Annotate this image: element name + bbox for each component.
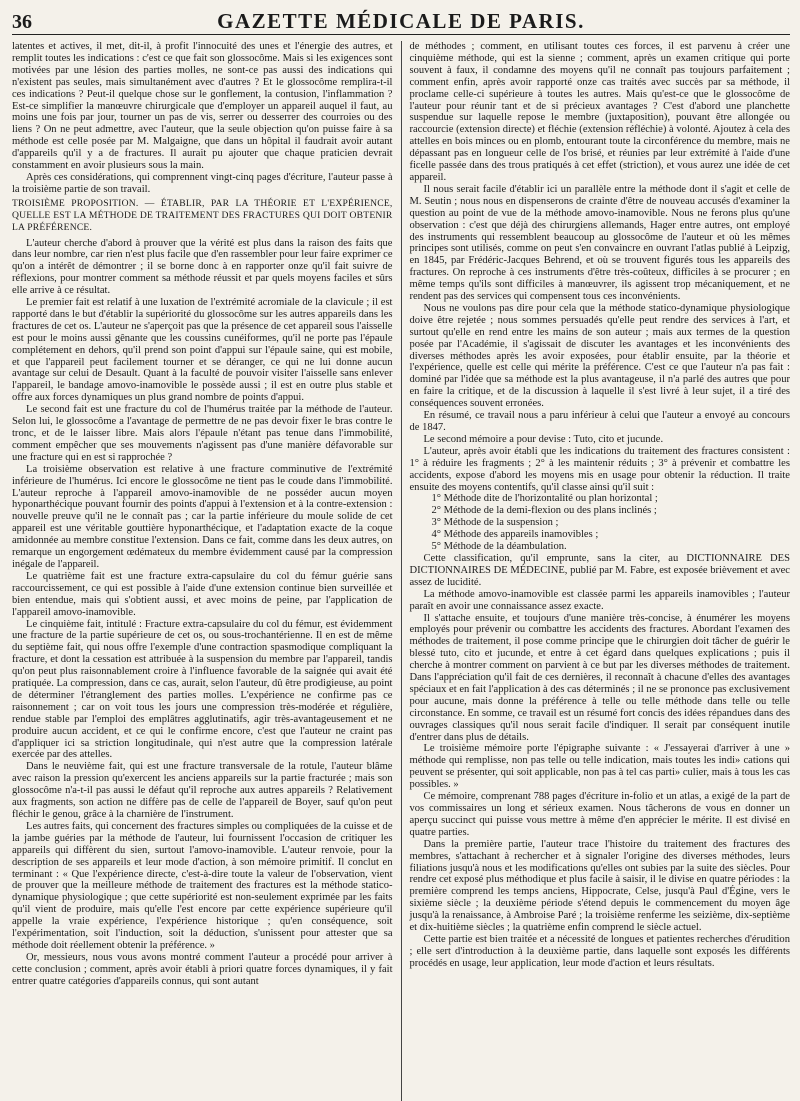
paragraph: Il nous serait facile d'établir ici un parallèle entre la méthode dont il s'agit et celle de M. Seutin ; nous nous en dispenserons de crainte d'être de nouveau accusés d'examiner la question au point de vue de la méthode amovo-inamovible. Nous ne ferons plus qu'une observation : c'est que déjà des chirurgiens allemands, Hager entre autres, ont employé des instruments qui ressemblent beaucoup au glossocôme de l'auteur et où les mêmes principes sont utilisés, comme on peut s'en convaincre en ouvrant l'atlas publié à Leipzig, en 1845, par Frédéric-Jacques Behrend, et où se trouvent figurés tous les appareils des fractures. On reproche à ces instruments d'être très-coûteux, difficiles à se procurer ; en même temps qu'ils sont difficiles à manœuvrer, ils agissent trop mécaniquement, et ne rendent pas des services qui compensent tous ces inconvénients.	[409, 183, 790, 303]
paragraph: Cette classification, qu'il emprunte, sans la citer, au DICTIONNAIRE DES DICTIONNAIRES DE MÉDECINE, publié par M. Fabre, est exposée brièvement et avec assez de lucidité.	[409, 552, 790, 588]
paragraph: La troisième observation est relative à une fracture comminutive de l'extrémité inférieure de l'humérus. Ici encore le glossocôme ne tient pas le coude dans l'immobilité. L'auteur reproche à l'appareil amovo-inamovible de ne posséder aucun moyen hyponarthécique pouvant fournir des points d'appui à l'extension et à la contre-extension : nouvelle preuve qu'il ne le connaît pas ; car la partie inférieure du moule solide de cet appareil est une véritable gouttière hyponarthécique, et l'adaptation exacte de la coque amidonnée au membre constitue l'extension. Dans ce fait, comme dans les deux autres, on remarque un engorgement œdémateux du membre évidemment causé par la compression inégale de l'appareil.	[12, 463, 393, 570]
paragraph: Le cinquième fait, intitulé : Fracture extra-capsulaire du col du fémur, est évidemment une fracture de la partie supérieure de cet os, ou sous-trochantérienne. Il en est de même du septième fait, qui nous offre l'exemple d'une contraction spasmodique compliquant la fracture, et dont la cessation est attribuée à la suspension du membre par l'appareil, tandis qu'on peut plus raisonnablement croire à l'influence favorable de la saignée qui avait été pratiquée. La compression, dans ce cas, aurait, selon l'auteur, dû être prodigieuse, au point de déterminer l'étranglement des parties molles. L'expérience ne confirme pas ce raisonnement ; car on voit tous les jours une compression très-modérée et régulière, rendue stable par l'emploi des emplâtres agglutinatifs, agir très-avantageusement et ne produire aucun accident, et ce qui le confirme encore, c'est que l'auteur ne craint pas d'appliquer ici sa striction longitudinale, qui n'est autre que la compression latérale exercée par des attelles.	[12, 618, 393, 761]
text-columns	[12, 41, 790, 1101]
paragraph: Le second fait est une fracture du col de l'humérus traitée par la méthode de l'auteur. Selon lui, le glossocôme a l'avantage de permettre de ne pas devoir fixer le bras contre le tronc, et de le laisser libre. Mais alors l'épaule n'étant pas tenue dans l'immobilité, comment empêcher que ses mouvements n'agissent pas d'une manière défavorable sur une fracture qui en est si rapprochée ?	[12, 404, 393, 463]
paragraph: de méthodes ; comment, en utilisant toutes ces forces, il est parvenu à créer une cinquième méthode, qui est la sienne ; comment, après un examen critique qui porte souvent à faux, il condamne des moyens qu'il ne connaît pas toujours parfaitement ; comment enfin, après avoir rapporté onze cas traités avec succès par sa méthode, il proclame celle-ci supérieure à toutes les autres. Mais qu'est-ce que le glossocôme de l'auteur pour réunir tant et de si précieux avantages ? C'est d'abord une planchette suspendue sur laquelle repose le membre (juxtaposition), pouvant être allongée ou raccourcie (extension directe) et fléchie (extension réfléchie) à volonté. Ajoutez à cela des attelles en bois minces ou en plomb, entourant toute la circonférence du membre, mais ne dépassant pas en longueur celle de l'os brisé, et réunies par leur extrémité à l'aide d'une ficelle passée dans des trous pratiqués à cet effet (striction), et vous aurez une idée de cet appareil.	[409, 41, 790, 183]
paragraph: L'auteur, après avoir établi que les indications du traitement des fractures consistent : 1° à réduire les fragments ; 2° à les maintenir réduits ; 3° à prévenir et combattre les accidents, expose d'abord les moyens mis en usage pour obtenir la réduction. Il traite ensuite des moyens contentifs, qu'il classe ainsi qu'il suit :	[409, 445, 790, 493]
list-item: 4° Méthode des appareils inamovibles ;	[431, 529, 599, 541]
paragraph: Les autres faits, qui concernent des fractures simples ou compliquées de la cuisse et de la jambe guéries par la méthode de l'auteur, lui fournissent l'occasion de critiquer les appareils qui diffèrent du sien, surtout l'amovo-inamovible. L'auteur renvoie, pour la description de ses appareils et leur mode d'action, à son mémoire primitif. Il conclut en terminant : « Que l'expérience directe, c'est-à-dire toute la valeur de l'observation, vient de prouver que la meilleure méthode de traitement des fractures est la méthode statico-dynamique physiologique ; que cette supériorité est non-seulement exprimée par les faits qu'il vient de produire, mais qu'elle l'est encore par cette expérience supérieure qu'il appelle la vraie expérience, l'expérience historique ; qu'en conséquence, soit l'expérimentation, soit l'induction, soit la déduction, s'unissent pour attester que sa méthode doit réellement obtenir la préférence. »	[12, 820, 393, 951]
right-column	[409, 41, 790, 1101]
paragraph: Ce mémoire, comprenant 788 pages d'écriture in-folio et un atlas, a exigé de la part de vos commissaires un long et sérieux examen. Nous tâcherons de vous en donner un aperçu succinct qui puisse vous mettre à même d'en apprécier le mérite. Il est divisé en quatre parties.	[409, 791, 790, 838]
paragraph: Dans la première partie, l'auteur trace l'histoire du traitement des fractures des membres, s'attachant à rechercher et à signaler l'origine des diverses méthodes, leurs filiations jusqu'à nous et les modifications qu'elles ont subies par la suite des siècles. Pour rendre cet exposé plus méthodique et plus facile à saisir, il le divise en quatre périodes : la première comprend les temps anciens, Hippocrate, Celse, jusqu'à Paul d'Égine, vers le sixième siècle ; la deuxième période s'étend depuis le commencement du moyen âge jusqu'à la renaissance, à Ambroise Paré ; la troisième renferme les seizième, dix-septième et dix-huitième siècles ; la quatrième enfin comprend le siècle actuel.	[409, 838, 790, 934]
paragraph: Le second mémoire a pour devise : Tuto, cito et jucunde.	[423, 433, 664, 445]
column-rule	[401, 41, 402, 1101]
paragraph: Le troisième mémoire porte l'épigraphe suivante : « J'essayerai d'arriver à une » méthode qui remplisse, non pas telle ou telle indication, mais toutes les indi» cations qui peuvent se présenter, qui soit applicable, non pas à tel cas parti» culier, mais à tous les cas possibles. »	[409, 743, 790, 791]
list-item: 2° Méthode de la demi-flexion ou des plans inclinés ;	[431, 505, 657, 517]
paragraph: latentes et actives, il met, dit-il, à profit l'innocuité des unes et l'énergie des autres, et remplit toutes les indications : c'est ce que fait son glossocôme. Mais si les exigences sont motivées par une lésion des parties molles, ne sont-ce pas aussi des indications qui n'existent pas seules, mais simultanément avec d'autres ? Et le glossocôme remplira-t-il ces indications ? Peut-il quelque chose sur le gonflement, la contusion, l'inflammation ? Est-ce simplifier la manœuvre chirurgicale que d'employer un appareil auquel il faut, au moins une fois par jour, tourner un pas de vis, serrer ou desserrer des courroies ou des liens ? On ne peut admettre, avec l'auteur, que la seule objection qu'on puisse faire à sa méthode est celle posée par M. Malgaigne, que dans un hôpital il faudrait avoir autant d'appareils qu'il y a de fractures. Il aurait pu ajouter que chaque praticien devrait constamment en avoir plusieurs sous la main.	[12, 41, 393, 172]
paragraph: En résumé, ce travail nous a paru inférieur à celui que l'auteur a envoyé au concours de 1847.	[409, 410, 790, 433]
page-header	[12, 8, 790, 35]
paragraph: Le premier fait est relatif à une luxation de l'extrémité acromiale de la clavicule ; il est rapporté dans le but d'établir la supériorité du glossocôme sur les autres appareils dans les fractures de cet os. L'auteur ne s'aperçoit pas que la présence de cet appareil sous l'aisselle est pour le moins aussi gênante que les coussins cunéiformes, qu'il ne porte pas l'épaule complétement en dehors, qu'il prend son point d'appui sur l'épaule saine, qui est mobile, et que l'appareil peut facilement tourner et se déranger, ce qui ne lui donne aucun avantage sur celui de Desault. Quant à la faculté de pouvoir visiter l'aisselle sans enlever l'appareil, le bandage amovo-inamovible le possède aussi ; il est en outre plus stable et offre aux forces dynamiques un plus grand nombre de points d'appui.	[12, 297, 393, 404]
list-item: 5° Méthode de la déambulation.	[431, 541, 567, 553]
method-list	[409, 493, 790, 553]
paragraph: Cette partie est bien traitée et a nécessité de longues et patientes recherches d'érudition ; elle sert d'introduction à la deuxième partie, dans laquelle sont exposés les différents procédés en usage, leur application, leur mode d'action et leurs résultats.	[409, 933, 790, 969]
paragraph: Le quatrième fait est une fracture extra-capsulaire du col du fémur guérie sans raccourcissement, ce qui est possible à l'aide d'une extension continue bien surveillée et bien entendue, mais qui s'obtient aussi, et avec moins de peine, par l'application de l'appareil amovo-inamovible.	[12, 570, 393, 618]
paragraph: Nous ne voulons pas dire pour cela que la méthode statico-dynamique physiologique doive être rejetée ; nous sommes persuadés qu'elle peut rendre des services à l'art, et surtout qu'elle en rend entre les mains de son auteur ; mais aux termes de la question posée par l'Académie, il s'agissait de discuter les avantages et les inconvénients des diverses méthodes après les avoir exposées, pour établir ensuite, par la théorie et l'expérience, quelle est celle qui mérite la préférence. C'est ce que l'auteur n'a pas fait : dominé par l'idée que sa méthode est la plus avantageuse, il n'a parlé des autres que pour en faire la critique, et de la discussion à laquelle il s'est livré à leur sujet, il a tiré des conséquences souvent erronées.	[409, 302, 790, 410]
paragraph: La méthode amovo-inamovible est classée parmi les appareils inamovibles ; l'auteur paraît en avoir une connaissance assez exacte.	[409, 588, 790, 612]
paragraph: Or, messieurs, nous vous avons montré comment l'auteur a procédé pour arriver à cette conclusion ; comment, après avoir établi à priori quatre forces dynamiques, il y fait entrer quatre catégories d'appareils connus, qui sont autant	[12, 951, 393, 987]
section-heading: TROISIÈME PROPOSITION. — ÉTABLIR, PAR LA THÉORIE ET L'EXPÉRIENCE, QUELLE EST LA MÉTHODE DE TRAITEMENT DES FRACTURES QUI DOIT OBTENIR LA PRÉFÉRENCE.	[12, 197, 393, 233]
paragraph: L'auteur cherche d'abord à prouver que la vérité est plus dans la raison des faits que dans leur nombre, car rien n'est plus facile que d'en rassembler pour leur faire exprimer ce qu'on a intérêt de démontrer ; il se borne donc à en rapporter onze qu'il fait suivre de réflexions, pour montrer comment sa méthode réussit et par quels moyens faciles et sûrs elle arrive à ce résultat.	[12, 237, 393, 297]
page-number: 36	[12, 11, 32, 33]
masthead-title: GAZETTE MÉDICALE DE PARIS.	[217, 9, 585, 33]
paragraph: Il s'attache ensuite, et toujours d'une manière très-concise, à énumérer les moyens employés pour prévenir ou combattre les accidents des fractures. Abordant l'examen des méthodes de traitement, il pose comme principe que le chirurgien doit tâcher de guérir le blessé tuto, cito et jucunde, et entre à cet égard dans quelques explications ; puis il cherche à montrer comment on parvient à ce but par les diverses méthodes de traitement. Dans l'appréciation qu'il fait de ces dernières, il reconnaît à chacune d'elles des avantages spéciaux et en fait l'application à des cas déterminés ; il ne se prononce pas exclusivement pour aucune, mais donne la préférence à telle ou telle méthode dans telle ou telle circonstance. En somme, ce travail est un résumé fort concis des idées répandues dans des ouvrages classiques qu'il nous serait facile d'indiquer. Il serait par conséquent inutile d'entrer dans plus de détails.	[409, 612, 790, 743]
paragraph: Après ces considérations, qui comprennent vingt-cinq pages d'écriture, l'auteur passe à la troisième partie de son travail.	[12, 171, 393, 195]
list-item: 3° Méthode de la suspension ;	[431, 517, 559, 529]
list-item: 1° Méthode dite de l'horizontalité ou plan horizontal ;	[431, 493, 658, 505]
left-column	[12, 41, 393, 1101]
paragraph: Dans le neuvième fait, qui est une fracture transversale de la rotule, l'auteur blâme avec raison la pression qu'exercent les anciens appareils sur la partie fracturée ; mais son glossocôme n'a-t-il pas aussi le défaut qu'il reproche aux autres appareils ? Relativement aux fragments, son action ne diffère pas de celle de l'appareil de Boyer, sauf qu'on peut fléchir le genou, grâce à la charnière de l'instrument.	[12, 761, 393, 820]
